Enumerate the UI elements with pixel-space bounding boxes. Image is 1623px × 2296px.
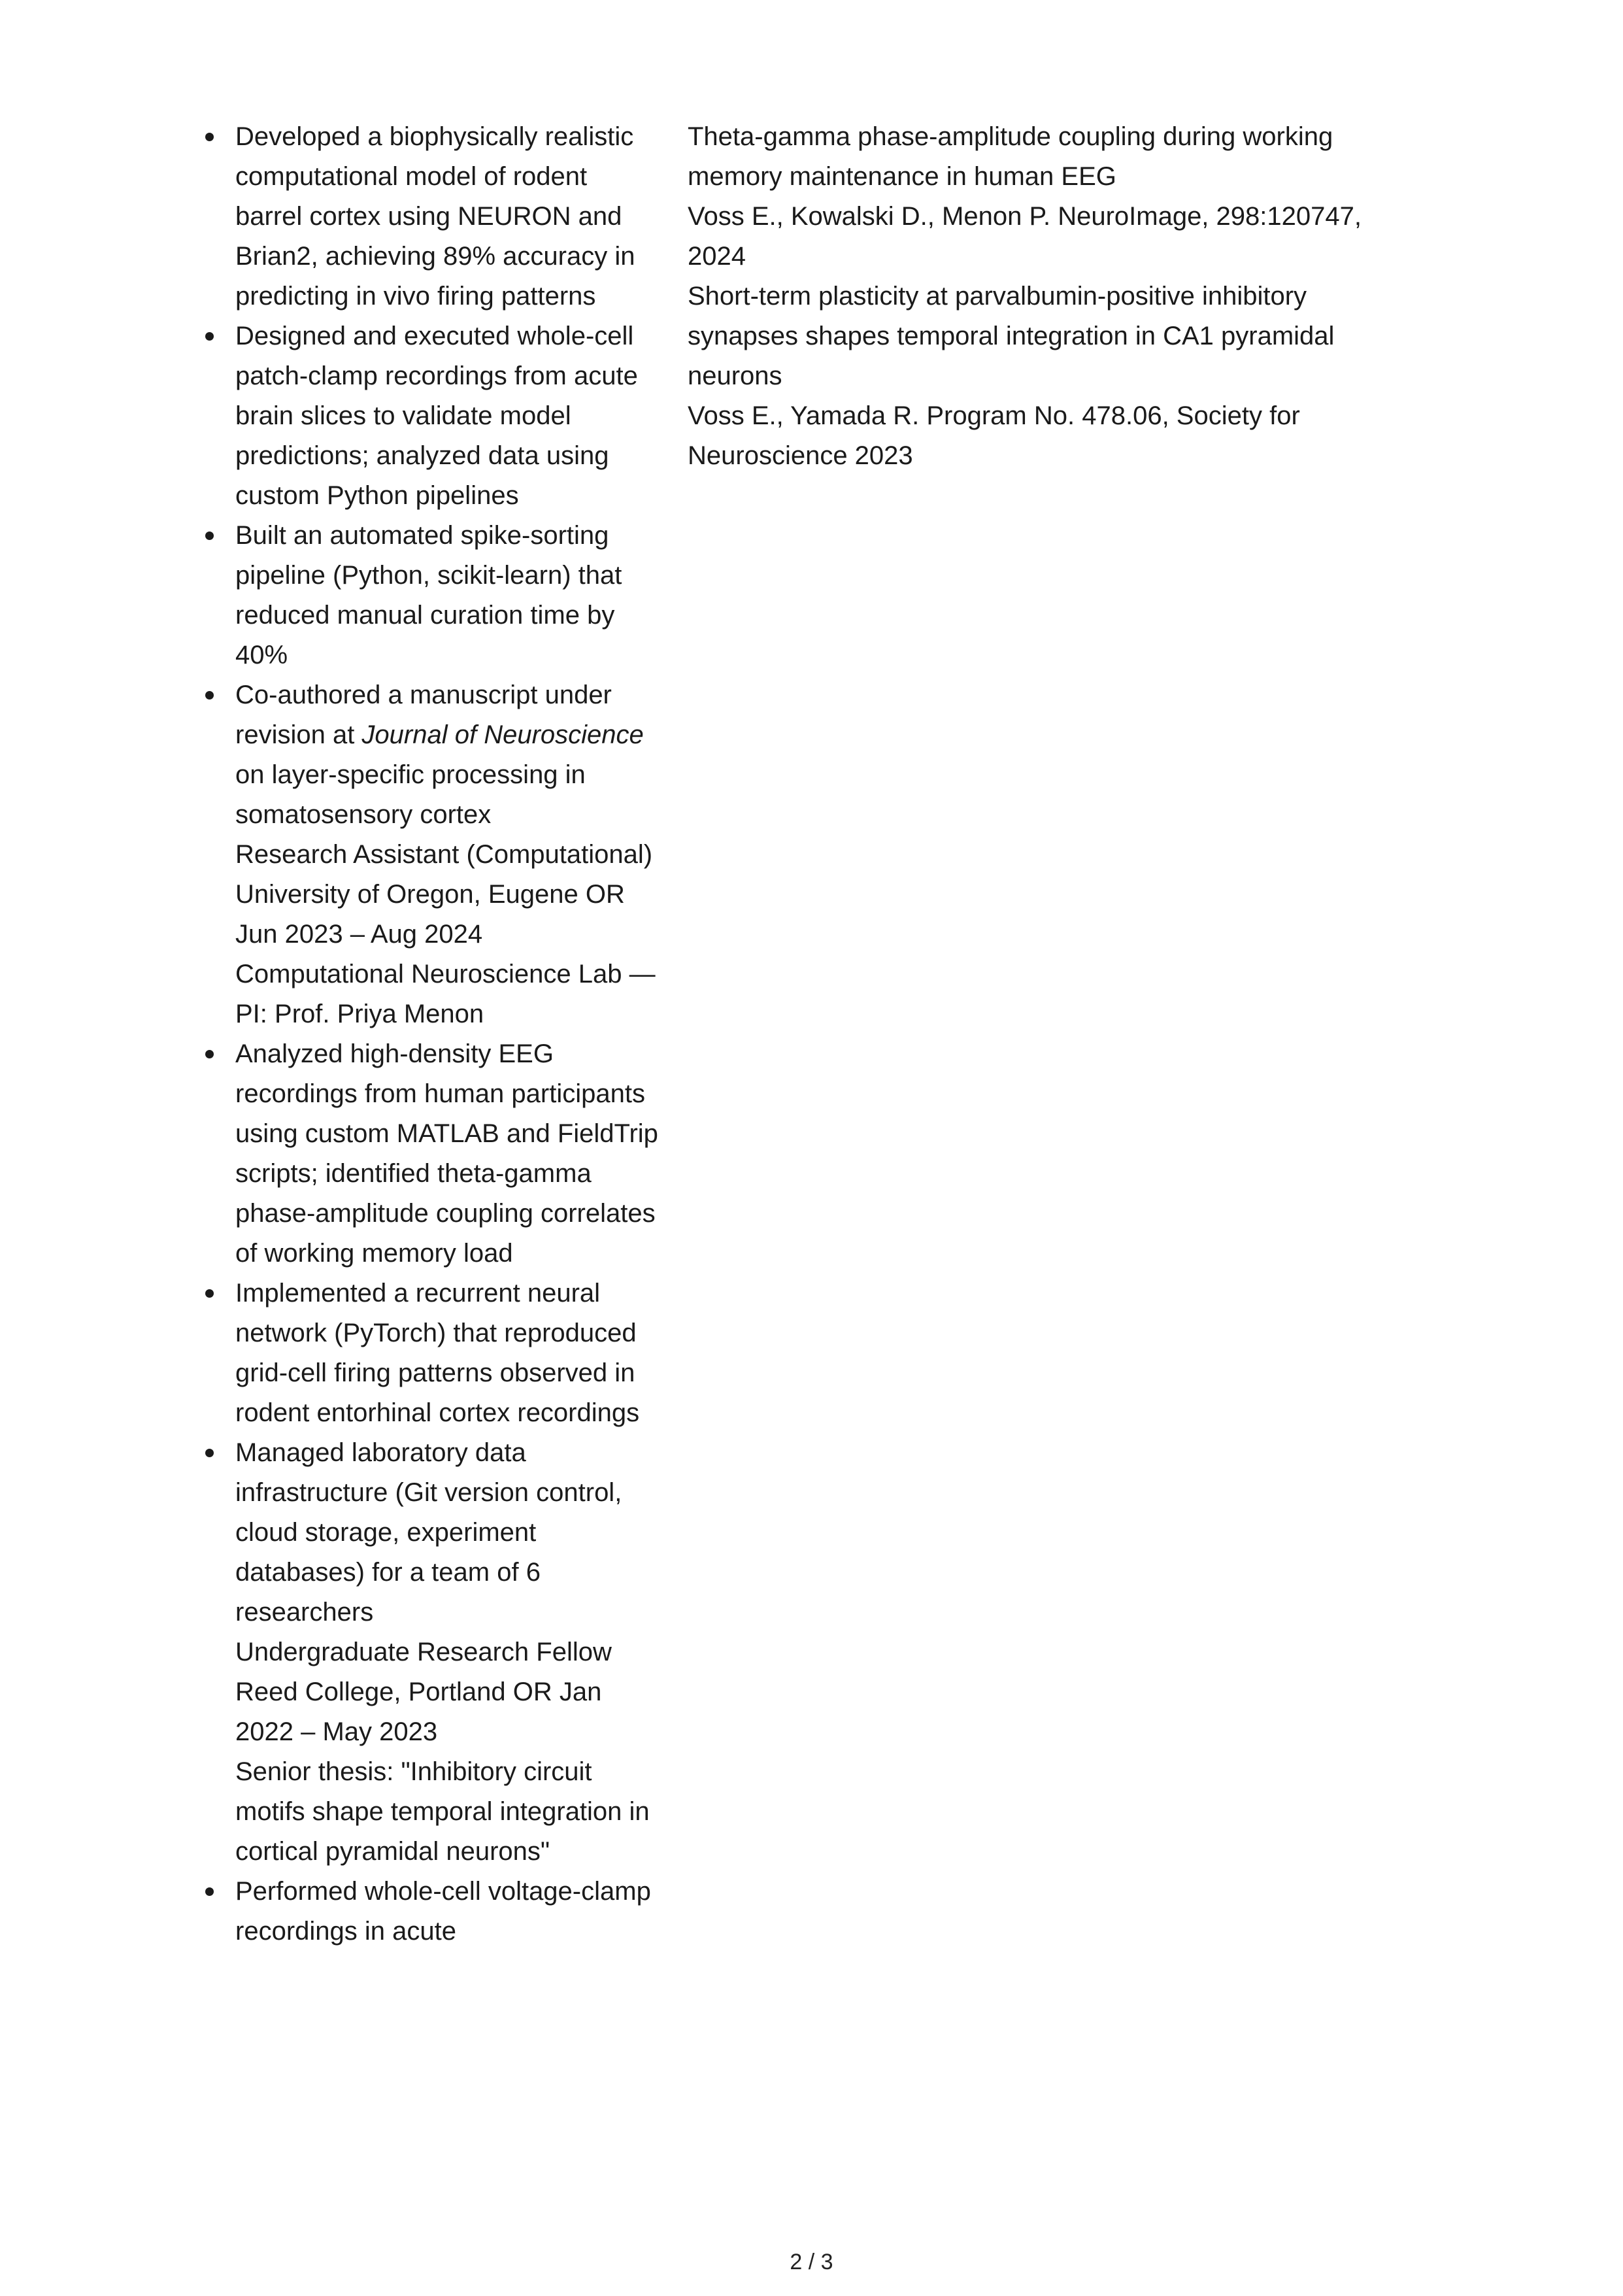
publication-citation: Voss E., Kowalski D., Menon P. NeuroImage, 298:120747, 2024 <box>688 202 1362 271</box>
role-heading: Research Assistant (Computational) University of Oregon, Eugene OR Jun 2023 – Aug 2024 <box>235 840 653 949</box>
bullet-list-role-1 <box>190 117 660 835</box>
bullet-list-role-3 <box>190 1872 660 1951</box>
list-item: Developed a biophysically realistic computational model of rodent barrel cortex using NEURON and Brian2, achieving 89% accuracy in predicting in vivo firing patterns <box>190 117 660 316</box>
lab-line: Computational Neuroscience Lab — PI: Prof. Priya Menon <box>235 960 656 1028</box>
list-item: Analyzed high-density EEG recordings from human participants using custom MATLAB and FieldTrip scripts; identified theta-gamma phase-amplitude coupling correlates of working memory load <box>190 1034 660 1274</box>
publication-citation: Voss E., Yamada R. Program No. 478.06, Society for Neuroscience 2023 <box>688 401 1300 470</box>
list-item <box>190 675 660 835</box>
bullet-list-role-2 <box>190 1034 660 1632</box>
thesis-line: Senior thesis: "Inhibitory circuit motifs shape temporal integration in cortical pyramidal neurons" <box>235 1757 650 1866</box>
list-item: Performed whole-cell voltage-clamp recordings in acute <box>190 1872 660 1951</box>
publication-title: Theta-gamma phase-amplitude coupling during working memory maintenance in human EEG <box>688 122 1333 191</box>
publication-title: Short-term plasticity at parvalbumin-positive inhibitory synapses shapes temporal integration in CA1 pyramidal neurons <box>688 282 1335 390</box>
list-item-text: Co-authored a manuscript under revision at <box>235 681 612 749</box>
page-number: 2 / 3 <box>790 2250 833 2274</box>
list-item: Managed laboratory data infrastructure (Git version control, cloud storage, experiment databases) for a team of 6 researchers <box>190 1433 660 1632</box>
list-item: Implemented a recurrent neural network (PyTorch) that reproduced grid-cell firing patterns observed in rodent entorhinal cortex recordings <box>190 1274 660 1433</box>
list-item: Designed and executed whole-cell patch-clamp recordings from acute brain slices to validate model predictions; analyzed data using custom Python pipelines <box>190 316 660 516</box>
publications-column <box>688 117 1394 476</box>
list-item: Built an automated spike-sorting pipeline (Python, scikit-learn) that reduced manual curation time by 40% <box>190 516 660 675</box>
journal-name: Journal of Neuroscience <box>361 720 644 749</box>
experience-column <box>190 117 660 1951</box>
list-item-text: on layer-specific processing in somatosensory cortex <box>235 760 586 829</box>
role-heading: Undergraduate Research Fellow Reed College, Portland OR Jan 2022 – May 2023 <box>235 1638 612 1746</box>
